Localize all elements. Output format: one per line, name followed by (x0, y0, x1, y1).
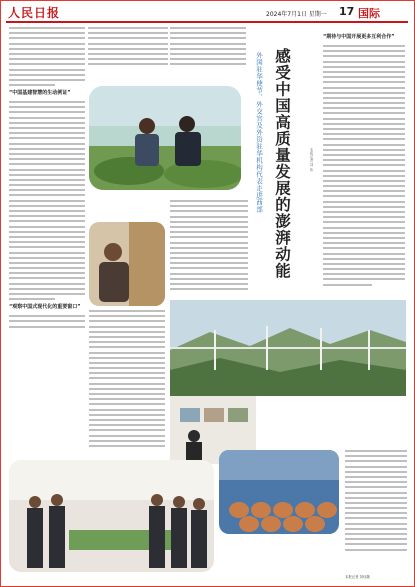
photo-tea-garden (89, 86, 241, 190)
middle-text-column (170, 200, 248, 295)
subheadline: 外国驻华使节、外交官及外资驻华机构代表走进西部 (255, 52, 263, 213)
page-number: 17 (339, 5, 355, 18)
newspaper-masthead: 人民日报 (8, 6, 61, 20)
photo-bridge (170, 300, 406, 396)
photo-group-visit (9, 460, 214, 572)
photo-factory (219, 450, 339, 534)
byline: 本报记者 刘 伟 (310, 148, 314, 172)
photo-credit: 本报记者 刘伟摄 (345, 575, 370, 579)
right-captions (345, 450, 407, 570)
middle-text-top (88, 27, 168, 67)
subhead-cooperation: “期待与中国开展更多互利合作” (323, 34, 395, 40)
header-rule (6, 21, 408, 23)
left-text-column (9, 27, 85, 402)
issue-date: 2024年7月1日 星期一 (266, 11, 327, 18)
headline: 感受中国高质量发展的澎湃动能 (273, 48, 292, 279)
middle-left-text (89, 310, 165, 455)
subhead-modernization: “观察中国式现代化的重要窗口” (9, 304, 81, 311)
photo-diplomat (89, 222, 165, 306)
section-name: 国际 (358, 7, 380, 20)
middle-text-top-2 (170, 27, 246, 67)
subhead-infrastructure: “中国基建智慧的生动例证” (9, 90, 71, 97)
right-text-column (323, 30, 405, 298)
